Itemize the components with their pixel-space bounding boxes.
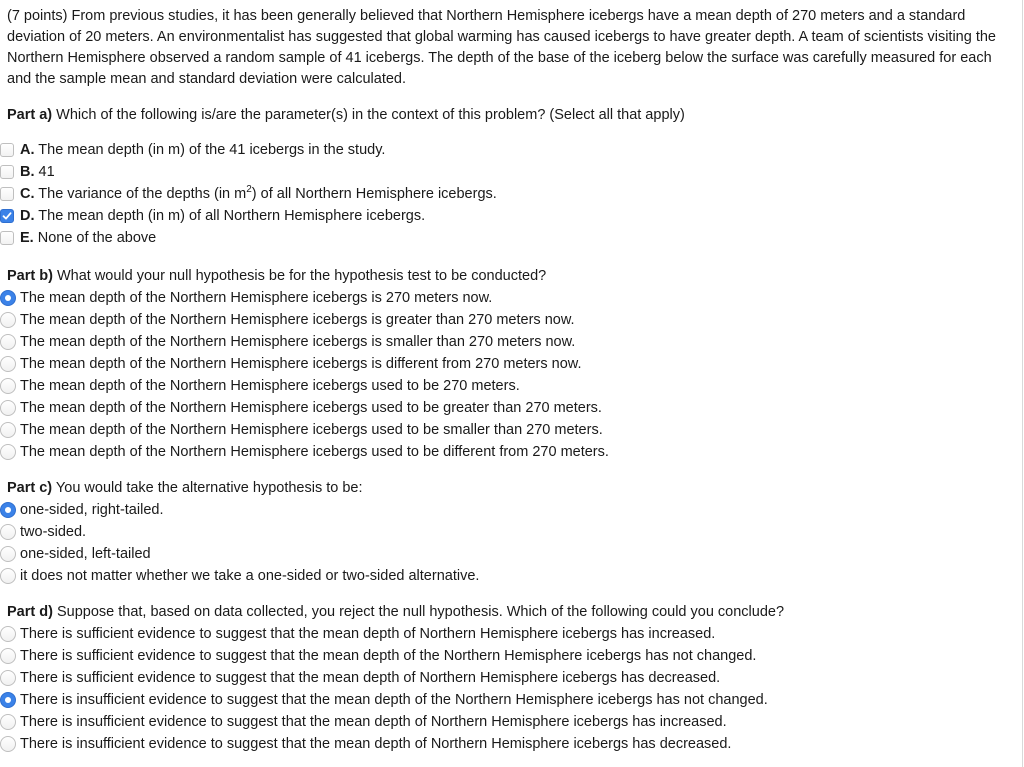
radio-button[interactable] <box>0 290 16 306</box>
option-label <box>20 186 497 202</box>
radio-button[interactable] <box>0 400 16 416</box>
superscript: 2 <box>246 184 252 196</box>
part-a-option-d[interactable] <box>7 205 1011 227</box>
option-text: one-sided, right-tailed. <box>20 502 164 518</box>
checkbox[interactable] <box>0 165 14 179</box>
part-d-option[interactable] <box>7 733 1011 755</box>
radio-button[interactable] <box>0 648 16 664</box>
option-text: it does not matter whether we take a one-sided or two-sided alternative. <box>20 568 480 584</box>
radio-button[interactable] <box>0 524 16 540</box>
part-a-option-b[interactable] <box>7 161 1011 183</box>
option-letter: C. <box>20 186 35 202</box>
part-a-option-c[interactable] <box>7 183 1011 205</box>
option-text: 41 <box>38 164 55 180</box>
part-b-option[interactable] <box>7 331 1011 353</box>
part-a-question-text: Which of the following is/are the parameter(s) in the context of this problem? (Select all that apply) <box>56 107 685 123</box>
option-text: There is sufficient evidence to suggest that the mean depth of the Northern Hemisphere icebergs has not changed. <box>20 648 757 664</box>
part-d-option[interactable] <box>7 689 1011 711</box>
option-text: The mean depth of the Northern Hemisphere icebergs used to be 270 meters. <box>20 378 520 394</box>
part-c-option[interactable] <box>7 499 1011 521</box>
part-a-option-a[interactable] <box>7 139 1011 161</box>
radio-dot-icon <box>5 697 11 703</box>
option-label <box>20 208 425 224</box>
part-c-label: Part c) <box>7 480 53 496</box>
part-b-options <box>7 287 1011 463</box>
option-letter: D. <box>20 208 35 224</box>
option-text: There is insufficient evidence to suggest that the mean depth of Northern Hemisphere icebergs has decreased. <box>20 736 732 752</box>
option-text: The mean depth of the Northern Hemisphere icebergs used to be different from 270 meters. <box>20 444 609 460</box>
option-text: The mean depth of the Northern Hemisphere icebergs is smaller than 270 meters now. <box>20 334 576 350</box>
radio-button[interactable] <box>0 334 16 350</box>
option-text: None of the above <box>37 230 157 246</box>
part-c-option[interactable] <box>7 565 1011 587</box>
part-b-option[interactable] <box>7 353 1011 375</box>
part-d-option[interactable] <box>7 623 1011 645</box>
option-text: two-sided. <box>20 524 87 540</box>
part-b-option[interactable] <box>7 419 1011 441</box>
question-sheet <box>7 6 1011 755</box>
part-b-question <box>7 265 1011 287</box>
option-text: There is insufficient evidence to suggest that the mean depth of Northern Hemisphere icebergs has increased. <box>20 714 727 730</box>
part-b-option[interactable] <box>7 441 1011 463</box>
radio-button[interactable] <box>0 626 16 642</box>
part-b-question-text: What would your null hypothesis be for the hypothesis test to be conducted? <box>56 268 547 284</box>
radio-button[interactable] <box>0 568 16 584</box>
part-d-label: Part d) <box>7 604 53 620</box>
checkbox[interactable] <box>0 187 14 201</box>
radio-dot-icon <box>5 507 11 513</box>
part-d-option[interactable] <box>7 645 1011 667</box>
option-text: The mean depth (in m) of all Northern Hemisphere icebergs. <box>38 208 426 224</box>
radio-button[interactable] <box>0 356 16 372</box>
radio-button[interactable] <box>0 692 16 708</box>
radio-button[interactable] <box>0 422 16 438</box>
part-c-options <box>7 499 1011 587</box>
option-text: There is sufficient evidence to suggest that the mean depth of Northern Hemisphere icebergs has increased. <box>20 626 716 642</box>
radio-button[interactable] <box>0 444 16 460</box>
checkbox[interactable] <box>0 209 14 223</box>
part-a-option-e[interactable] <box>7 227 1011 249</box>
part-a-options <box>7 139 1011 249</box>
part-d-question-text: Suppose that, based on data collected, you reject the null hypothesis. Which of the following could you conclude? <box>56 604 785 620</box>
part-a-label: Part a) <box>7 107 53 123</box>
option-text: There is sufficient evidence to suggest that the mean depth of Northern Hemisphere icebergs has decreased. <box>20 670 721 686</box>
part-b-option[interactable] <box>7 287 1011 309</box>
radio-button[interactable] <box>0 736 16 752</box>
radio-button[interactable] <box>0 502 16 518</box>
option-label <box>20 164 55 180</box>
checkbox[interactable] <box>0 143 14 157</box>
part-c-question-text: You would take the alternative hypothesis to be: <box>55 480 363 496</box>
option-letter: E. <box>20 230 34 246</box>
problem-intro: (7 points) From previous studies, it has been generally believed that Northern Hemisphere icebergs have a mean depth of 270 meters and a standard deviation of 20 meters. An environmentalist has suggested that global warming has caused icebergs to have greater depth. A team of scientists visiting the Northern Hemisphere observed a random sample of 41 icebergs. The depth of the base of the iceberg below the surface was carefully measured for each and the sample mean and standard deviation were calculated. <box>7 8 996 87</box>
part-b-option[interactable] <box>7 309 1011 331</box>
part-d-question <box>7 601 1011 623</box>
radio-button[interactable] <box>0 546 16 562</box>
option-text: ) of all Northern Hemisphere icebergs. <box>251 186 497 202</box>
option-text: The mean depth of the Northern Hemisphere icebergs used to be greater than 270 meters. <box>20 400 602 416</box>
part-c-question <box>7 477 1011 499</box>
option-label <box>20 142 385 158</box>
part-a-question <box>7 104 1011 126</box>
option-letter: B. <box>20 164 35 180</box>
option-text: The mean depth of the Northern Hemisphere icebergs used to be smaller than 270 meters. <box>20 422 603 438</box>
option-label <box>20 230 156 246</box>
page-right-border <box>1022 0 1023 767</box>
checkmark-icon <box>2 211 12 221</box>
option-text: The mean depth (in m) of the 41 icebergs in the study. <box>38 142 386 158</box>
part-d-option[interactable] <box>7 711 1011 733</box>
checkbox[interactable] <box>0 231 14 245</box>
radio-button[interactable] <box>0 714 16 730</box>
part-c-option[interactable] <box>7 543 1011 565</box>
radio-button[interactable] <box>0 312 16 328</box>
radio-dot-icon <box>5 295 11 301</box>
radio-button[interactable] <box>0 378 16 394</box>
option-text: The variance of the depths (in m <box>38 186 247 202</box>
option-text: The mean depth of the Northern Hemisphere icebergs is 270 meters now. <box>20 290 493 306</box>
option-letter: A. <box>20 142 35 158</box>
part-b-option[interactable] <box>7 397 1011 419</box>
option-text: one-sided, left-tailed <box>20 546 151 562</box>
option-text: There is insufficient evidence to suggest that the mean depth of the Northern Hemisphere icebergs has not changed. <box>20 692 768 708</box>
part-b-option[interactable] <box>7 375 1011 397</box>
option-text: The mean depth of the Northern Hemisphere icebergs is greater than 270 meters now. <box>20 312 575 328</box>
part-b-label: Part b) <box>7 268 53 284</box>
part-d-options <box>7 623 1011 755</box>
option-text: The mean depth of the Northern Hemisphere icebergs is different from 270 meters now. <box>20 356 582 372</box>
part-c-option[interactable] <box>7 521 1011 543</box>
part-d-option[interactable] <box>7 667 1011 689</box>
radio-button[interactable] <box>0 670 16 686</box>
